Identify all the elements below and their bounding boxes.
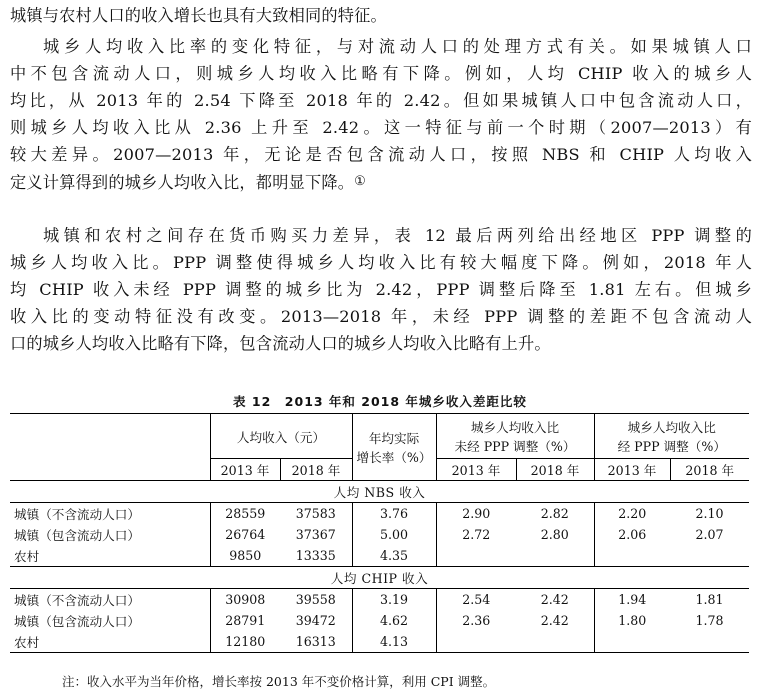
- cell-ppp-2018: 2.07: [695, 527, 724, 542]
- cell-ratio-2013: 2.72: [436, 524, 516, 545]
- cell-ppp-2013: 1.80: [594, 610, 670, 631]
- cell-ratio-2018: 2.80: [540, 527, 569, 542]
- text-line: 城乡人均收入比。PPP 调整使得城乡人均收入比有较大幅度下降。例如，2018 年人: [10, 253, 752, 272]
- cell-ratio-2018: [516, 545, 594, 567]
- header-ratio-ppp-line2: 经 PPP 调整（%）: [617, 439, 726, 454]
- income-gap-table: [10, 413, 749, 653]
- cell-ppp-2013: [594, 631, 670, 653]
- cell-ratio-2013: 2.90: [436, 503, 516, 525]
- row-label: 城镇（包含流动人口）: [14, 528, 140, 543]
- section-title-nbs: 人均 NBS 收入: [10, 481, 749, 503]
- cell-inc-2013: 9850: [210, 545, 280, 567]
- cell-ratio-2018: [516, 631, 594, 653]
- cell-inc-2018: 39472: [295, 613, 336, 628]
- row-label: 农村: [14, 549, 40, 564]
- text-line: 口的城乡人均收入比略有下降，包含流动人口的城乡人均收入比略有上升。: [10, 334, 551, 353]
- cell-ratio-2013: 2.54: [436, 589, 516, 611]
- header-growth: [352, 414, 436, 481]
- header-year-2018: 2018 年: [280, 459, 352, 481]
- text-line: 城镇与农村人口的收入增长也具有大致相同的特征。: [10, 6, 387, 25]
- cell-inc-2018: 37583: [295, 506, 336, 521]
- cell-ratio-2018: 2.82: [540, 506, 569, 521]
- cell-ppp-2013: 2.20: [594, 503, 670, 525]
- paragraph-3: [10, 222, 752, 357]
- header-ratio-raw: [436, 414, 594, 459]
- footnote-marker[interactable]: ①: [354, 174, 366, 189]
- cell-ratio-2018: 2.42: [540, 592, 569, 607]
- table-row: [10, 524, 749, 545]
- text-line: 均 CHIP 收入未经 PPP 调整的城乡比为 2.42，PPP 调整后降至 1.81 左右。但城乡: [10, 280, 752, 299]
- cell-inc-2018: 37367: [295, 527, 336, 542]
- cell-inc-2013: 26764: [210, 524, 280, 545]
- table-row: [10, 610, 749, 631]
- cell-growth: 3.19: [352, 589, 436, 611]
- header-year-2013: 2013 年: [210, 459, 280, 481]
- cell-ppp-2013: [594, 545, 670, 567]
- cell-growth: 4.35: [352, 545, 436, 567]
- table-row: [10, 631, 749, 653]
- cell-ratio-2018: 2.42: [540, 613, 569, 628]
- text-line: 较大差异。2007—2013 年，无论是否包含流动人口，按照 NBS 和 CHIP 人均收入: [10, 145, 752, 164]
- cell-ratio-2013: [436, 631, 516, 653]
- cell-ppp-2018: 2.10: [695, 506, 724, 521]
- cell-ppp-2018: 1.78: [695, 613, 724, 628]
- cell-ppp-2018: 1.81: [695, 592, 724, 607]
- header-year-2013: 2013 年: [436, 459, 516, 481]
- header-year-2018: 2018 年: [516, 459, 594, 481]
- cell-inc-2013: 28791: [210, 610, 280, 631]
- row-label: 农村: [10, 631, 210, 653]
- cell-inc-2018: 39558: [295, 592, 336, 607]
- cell-inc-2018: 16313: [280, 631, 352, 653]
- header-growth-line1: 年均实际: [368, 431, 420, 446]
- header-year-2018: 2018 年: [670, 459, 749, 481]
- paragraph-1: [10, 2, 752, 29]
- table-row: [10, 503, 749, 525]
- cell-inc-2018: 13335: [295, 548, 336, 563]
- header-empty: [10, 414, 210, 481]
- cell-growth: 4.13: [352, 631, 436, 653]
- text-line-content: 定义计算得到的城乡人均收入比，都明显下降。: [10, 173, 355, 192]
- table-caption: 表 12 2013 年和 2018 年城乡收入差距比较: [233, 394, 527, 409]
- header-income: 人均收入（元）: [210, 414, 352, 459]
- text-line: 均比，从 2013 年的 2.54 下降至 2018 年的 2.42。但如果城镇人口中包含流动人口，: [10, 91, 752, 110]
- section-title-chip: 人均 CHIP 收入: [10, 567, 749, 589]
- row-label: 城镇（不含流动人口）: [14, 507, 140, 522]
- cell-ppp-2018: [670, 631, 749, 653]
- cell-growth: 3.76: [352, 503, 436, 525]
- cell-ppp-2013: 1.94: [594, 589, 670, 611]
- text-line: 收入比的变动特征没有改变。2013—2018 年，未经 PPP 调整的差距不包含流动人: [10, 307, 752, 326]
- row-label: 城镇（不含流动人口）: [14, 593, 140, 608]
- cell-ratio-2013: 2.36: [436, 610, 516, 631]
- header-ratio-raw-line1: 城乡人均收入比: [470, 420, 560, 435]
- header-ratio-raw-line2: 未经 PPP 调整（%）: [454, 439, 576, 454]
- cell-growth: 5.00: [352, 524, 436, 545]
- header-ratio-ppp-line1: 城乡人均收入比: [627, 420, 716, 435]
- header-ratio-ppp: [594, 414, 749, 459]
- cell-inc-2013: 28559: [210, 503, 280, 525]
- cell-ppp-2013: 2.06: [594, 524, 670, 545]
- cell-inc-2013: 30908: [210, 589, 280, 611]
- text-line: 城乡人均收入比率的变化特征，与对流动人口的处理方式有关。如果城镇人口: [43, 37, 752, 56]
- table-row: [10, 545, 749, 567]
- text-line: 中不包含流动人口，则城乡人均收入比略有下降。例如，人均 CHIP 收入的城乡人: [10, 64, 752, 83]
- text-line: 则城乡人均收入比从 2.36 上升至 2.42。这一特征与前一个时期（2007—2013）有: [10, 118, 752, 137]
- header-growth-line2: 增长率（%）: [356, 450, 432, 465]
- cell-inc-2013: 12180: [210, 631, 280, 653]
- cell-growth: 4.62: [352, 610, 436, 631]
- text-line: [10, 168, 752, 196]
- table-note: 注：收入水平为当年价格，增长率按 2013 年不变价格计算，利用 CPI 调整。: [62, 674, 496, 689]
- header-year-2013: 2013 年: [594, 459, 670, 481]
- table-row: [10, 589, 749, 611]
- text-line: 城镇和农村之间存在货币购买力差异，表 12 最后两列给出经地区 PPP 调整的: [43, 226, 752, 245]
- cell-ratio-2013: [436, 545, 516, 567]
- row-label: 城镇（包含流动人口）: [14, 614, 140, 629]
- paragraph-2: [10, 33, 752, 196]
- cell-ppp-2018: [670, 545, 749, 567]
